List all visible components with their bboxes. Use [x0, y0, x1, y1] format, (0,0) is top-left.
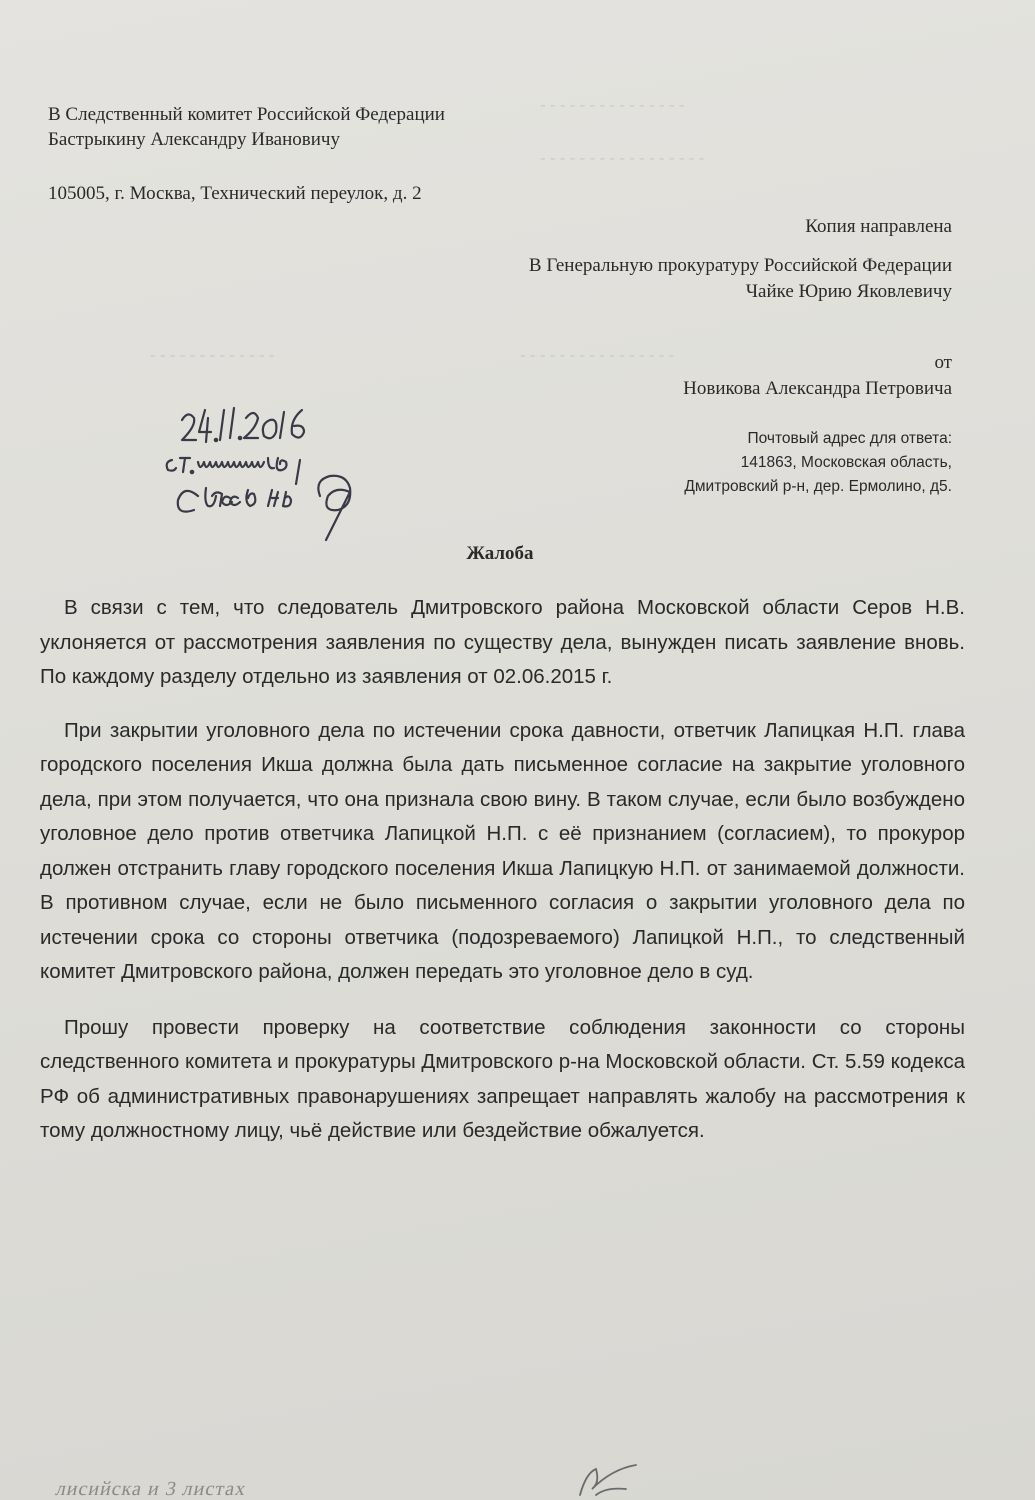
copy-block [529, 210, 952, 305]
copy-line1: В Генеральную прокуратуру Российской Федерации [528, 255, 952, 276]
recipient-address: 105005, г. Москва, Технический переулок, д. 2 [48, 183, 422, 204]
bleed-through-text: - - - - - - - - - - - - - [150, 345, 275, 364]
reply-label: Почтовый адрес для ответа: [747, 430, 952, 447]
paragraph-2: При закрытии уголовного дела по истечении срока давности, ответчик Лапицкая Н.П. глава городского поселения Икша должна была дать письменное согласие на закрытие уголовного дела, при этом получается, что она признала свою вину. В таком случае, если было возбуждено уголовное дело против ответчика Лапицкой Н.П. с её признанием (согласием), то прокурор должен отстранить главу городского поселения Икша Лапицкую Н.П. от занимаемой должности. В противном случае, если не было письменного согласия о закрытии уголовного дела по истечении срока со стороны ответчика (подозреваемого) Лапицкой Н.П., то следственный комитет Дмитровского района, должен передать это уголовное дело в суд. [40, 718, 965, 983]
copy-line2: Чайке Юрию Яковлевичу [745, 281, 952, 302]
bleed-through-text: - - - - - - - - - - - - - - - - [520, 345, 675, 364]
handwritten-receipt-stamp [150, 400, 430, 550]
recipient-line2: Бастрыкину Александру Ивановичу [48, 129, 340, 150]
copy-heading: Копия направлена [805, 216, 952, 237]
paragraph-1: В связи с тем, что следователь Дмитровского района Московской области Серов Н.В. уклоняется от рассмотрения заявления по существу дела, вынужден писать заявление вновь. По каждому разделу отдельно из заявления от 02.06.2015 г. [40, 596, 965, 688]
reply-line1: 141863, Московская область, [740, 454, 952, 471]
bleed-through-text: - - - - - - - - - - - - - - - - - [540, 148, 705, 167]
sender-name: Новикова Александра Петровича [683, 378, 952, 399]
reply-line2: Дмитровский р-н, дер. Ермолино, д5. [684, 478, 952, 495]
sender-block [683, 350, 952, 402]
document-title: Жалоба [466, 543, 534, 564]
bleed-through-text: - - - - - - - - - - - - - - - [540, 95, 685, 114]
document-body [40, 591, 965, 1168]
reply-address-block [684, 427, 952, 499]
from-label: от [934, 352, 952, 373]
recipient-block [48, 102, 445, 152]
recipient-line1: В Следственный комитет Российской Федерации [48, 104, 445, 125]
footer-handwriting: лисийска и 3 листах [53, 1478, 249, 1500]
paragraph-3: Прошу провести проверку на соответствие соблюдения законности со стороны следственного комитета и прокуратуры Дмитровского р-на Московской области. Ст. 5.59 кодекса РФ об административных правонарушениях запрещает направлять жалобу на рассмотрения к тому должностному лицу, чьё действие или бездействие обжалуется. [40, 1015, 965, 1142]
